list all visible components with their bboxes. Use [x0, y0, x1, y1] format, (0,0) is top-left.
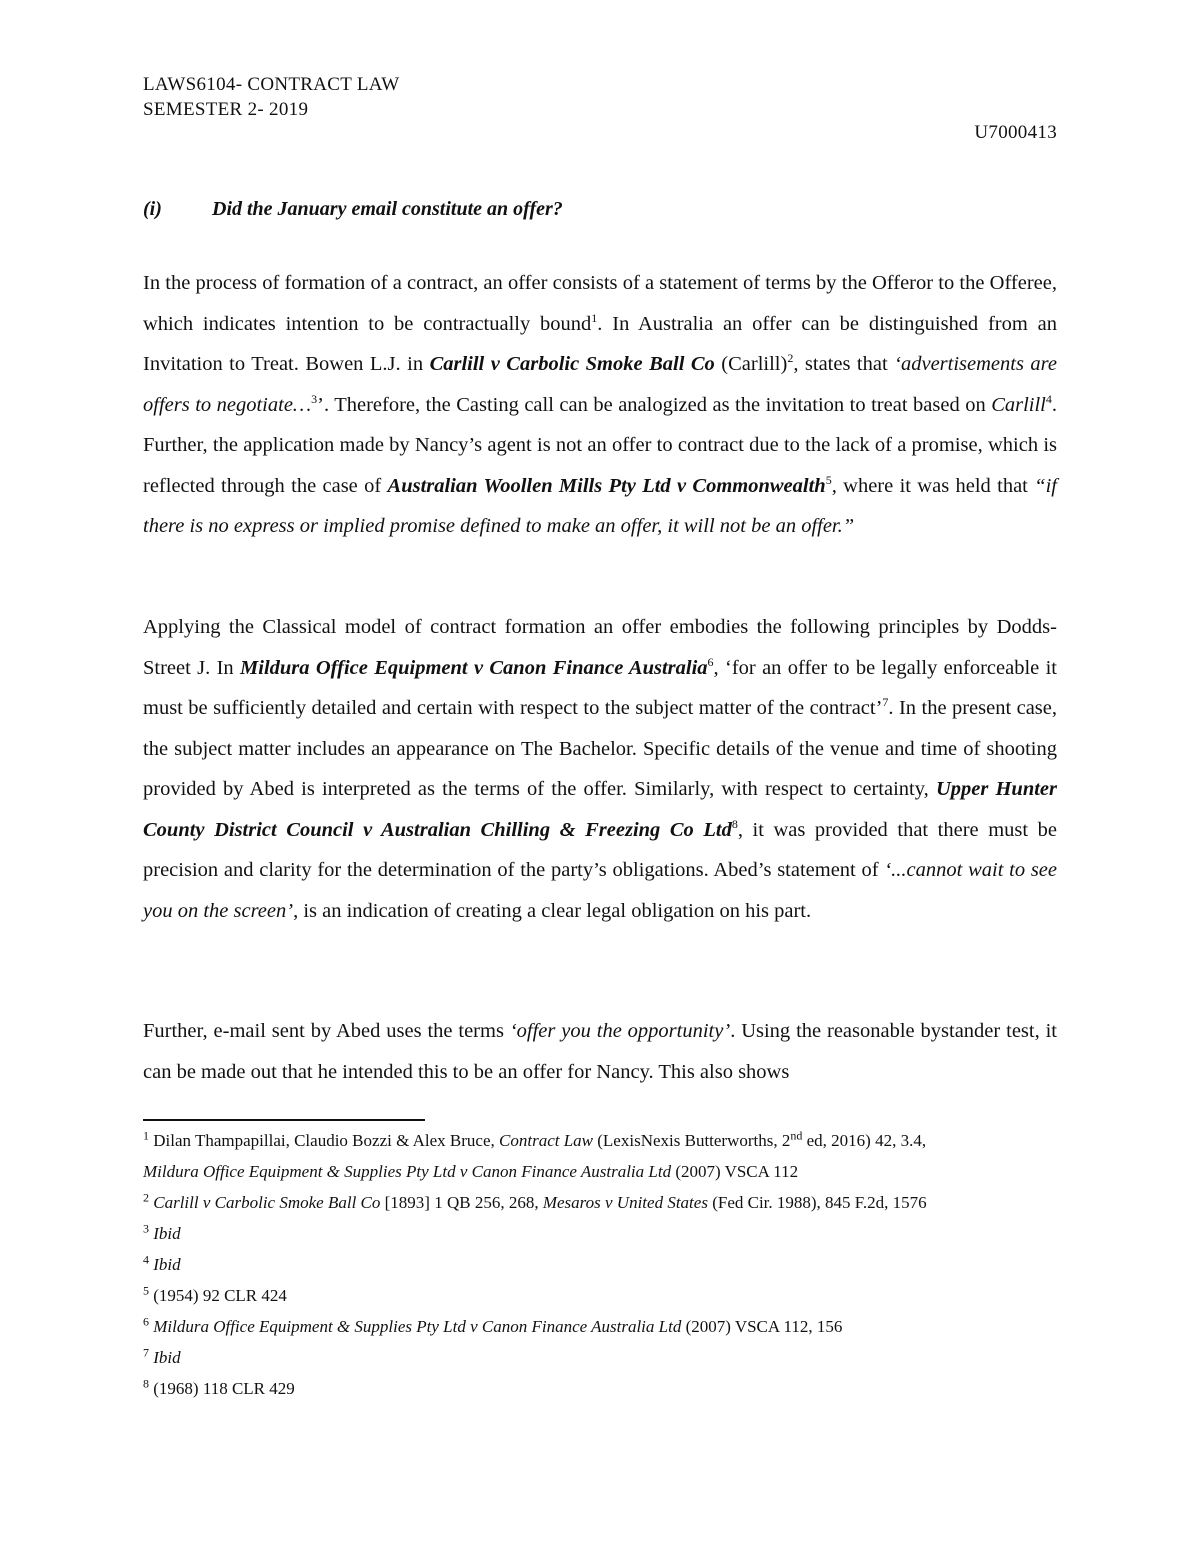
text-run: Ibid — [153, 1348, 181, 1367]
text-run: . Using the reasonable bystander test, it can be made out that he intended this to be an offer for Nancy. This also shows — [143, 1020, 1058, 1083]
case-short: Carlill — [991, 393, 1046, 416]
text-run: (1954) 92 CLR 424 — [153, 1286, 287, 1305]
footnote-1 — [143, 1125, 1063, 1187]
document-header — [143, 72, 400, 122]
text-run: In the process of formation of a contract, an offer consists of a statement of terms by the Offeror to the Offeree, which indicates intention to be contractually bound — [143, 272, 1057, 335]
footnote-5 — [143, 1280, 1063, 1311]
question-text: Did the January email constitute an offer? — [212, 198, 563, 220]
text-run: . In the present case, the subject matter includes an appearance on The Bachelor. Specific details of the venue and time of shooting provided by Abed is interpreted as the terms of the offer. Similarly, with respect to certainty, — [143, 697, 1058, 800]
quote: “if there is no express or implied promise defined to make an offer, it will not be an offer.” — [143, 474, 1057, 537]
text-run: Carlill v Carbolic Smoke Ball Co — [153, 1193, 381, 1212]
quote: ‘offer you the opportunity’ — [509, 1020, 731, 1042]
course-code: LAWS6104- CONTRACT LAW — [143, 74, 400, 95]
question-number: (i) — [143, 198, 162, 220]
text-run: (2007) VSCA 112 — [671, 1162, 799, 1181]
text-run: (Carlill) — [714, 353, 788, 375]
paragraph-3 — [143, 1011, 1057, 1092]
text-run: Mildura Office Equipment & Supplies Pty Ltd v Canon Finance Australia Ltd — [143, 1162, 672, 1181]
footnote-number: 1 — [143, 1128, 149, 1143]
text-run: , ‘for an offer to be legally enforceable it must be sufficiently detailed and certain with respect to the subject matter of the contract’ — [143, 656, 1057, 719]
text-run: . Therefore, the Casting call can be analogized as the invitation to treat based on — [323, 393, 992, 416]
text-run: Ibid — [153, 1255, 181, 1274]
text-run: nd — [790, 1128, 803, 1143]
text-run: (1968) 118 CLR 429 — [153, 1379, 295, 1398]
footnote-ref[interactable]: 8 — [731, 816, 738, 831]
footnote-number: 3 — [143, 1221, 149, 1236]
quote: ‘advertisements are offers to negotiate… — [143, 353, 1057, 416]
footnote-3 — [143, 1218, 1063, 1249]
footnote-ref[interactable]: 2 — [787, 351, 794, 366]
footnote-number: 2 — [143, 1190, 149, 1205]
text-run: (2007) VSCA 112, 156 — [681, 1317, 843, 1336]
text-run: ’ — [317, 393, 324, 416]
text-run: , states that — [793, 353, 895, 375]
footnote-separator — [143, 1119, 425, 1121]
footnote-6 — [143, 1311, 1063, 1342]
question-heading — [143, 198, 563, 221]
text-run: Further, e-mail sent by Abed uses the terms — [143, 1020, 510, 1042]
footnote-number: 8 — [143, 1376, 149, 1391]
footnote-number: 7 — [143, 1345, 149, 1360]
footnote-ref[interactable]: 1 — [591, 310, 598, 325]
case-name: Carlill v Carbolic Smoke Ball Co — [429, 353, 715, 375]
text-run: , where it was held that — [831, 474, 1035, 497]
footnotes — [143, 1125, 1063, 1404]
footnote-number: 4 — [143, 1252, 149, 1267]
paragraph-1 — [143, 263, 1057, 547]
text-run: (Fed Cir. 1988), 845 F.2d, 1576 — [707, 1193, 927, 1212]
text-run: [1893] 1 QB 256, 268, — [380, 1193, 543, 1212]
footnote-2 — [143, 1187, 1063, 1218]
footnote-ref[interactable]: 5 — [825, 472, 832, 487]
text-run: Mesaros v United States — [542, 1193, 708, 1212]
text-run: Ibid — [153, 1224, 181, 1243]
footnote-ref[interactable]: 6 — [707, 654, 714, 669]
text-run: , it was provided that there must be precision and clarity for the determination of the party’s obligations. Abed’s statement of — [143, 818, 1057, 881]
footnote-4 — [143, 1249, 1063, 1280]
semester: SEMESTER 2- 2019 — [143, 99, 309, 120]
footnote-8 — [143, 1373, 1063, 1404]
footnote-ref[interactable]: 7 — [882, 695, 889, 710]
case-name: Mildura Office Equipment v Canon Finance Australia — [240, 656, 708, 679]
text-run: , is an indication of creating a clear legal obligation on his part. — [293, 899, 812, 922]
text-run: Contract Law — [499, 1131, 594, 1150]
footnote-7 — [143, 1342, 1063, 1373]
footnote-number: 6 — [143, 1314, 149, 1329]
text-run: Applying the Classical model of contract formation an offer embodies the following principles by Dodds- Street J. In — [143, 616, 1057, 679]
text-run: Dilan Thampapillai, Claudio Bozzi & Alex Bruce, — [153, 1131, 500, 1150]
text-run: . Further, the application made by Nancy’s agent is not an offer to contract due to the lack of a promise, which is reflected through the case of — [143, 393, 1057, 497]
case-name: Australian Woollen Mills Pty Ltd v Commonwealth — [387, 474, 826, 497]
paragraph-2 — [143, 607, 1057, 931]
quote: ‘...cannot wait to see you on the screen’ — [143, 859, 1057, 922]
footnote-ref[interactable]: 4 — [1045, 391, 1052, 406]
footnote-ref[interactable]: 3 — [311, 391, 318, 406]
text-run: ed, 2016) 42, 3.4, — [802, 1131, 927, 1150]
text-run: Mildura Office Equipment & Supplies Pty Ltd v Canon Finance Australia Ltd — [153, 1317, 682, 1336]
student-id: U7000413 — [974, 122, 1057, 143]
footnote-number: 5 — [143, 1283, 149, 1298]
text-run: (LexisNexis Butterworths, 2 — [593, 1131, 791, 1150]
case-name: Upper Hunter County District Council v Australian Chilling & Freezing Co Ltd — [143, 778, 1057, 841]
text-run: . In Australia an offer can be distinguished from an Invitation to Treat. Bowen L.J. in — [143, 312, 1057, 375]
